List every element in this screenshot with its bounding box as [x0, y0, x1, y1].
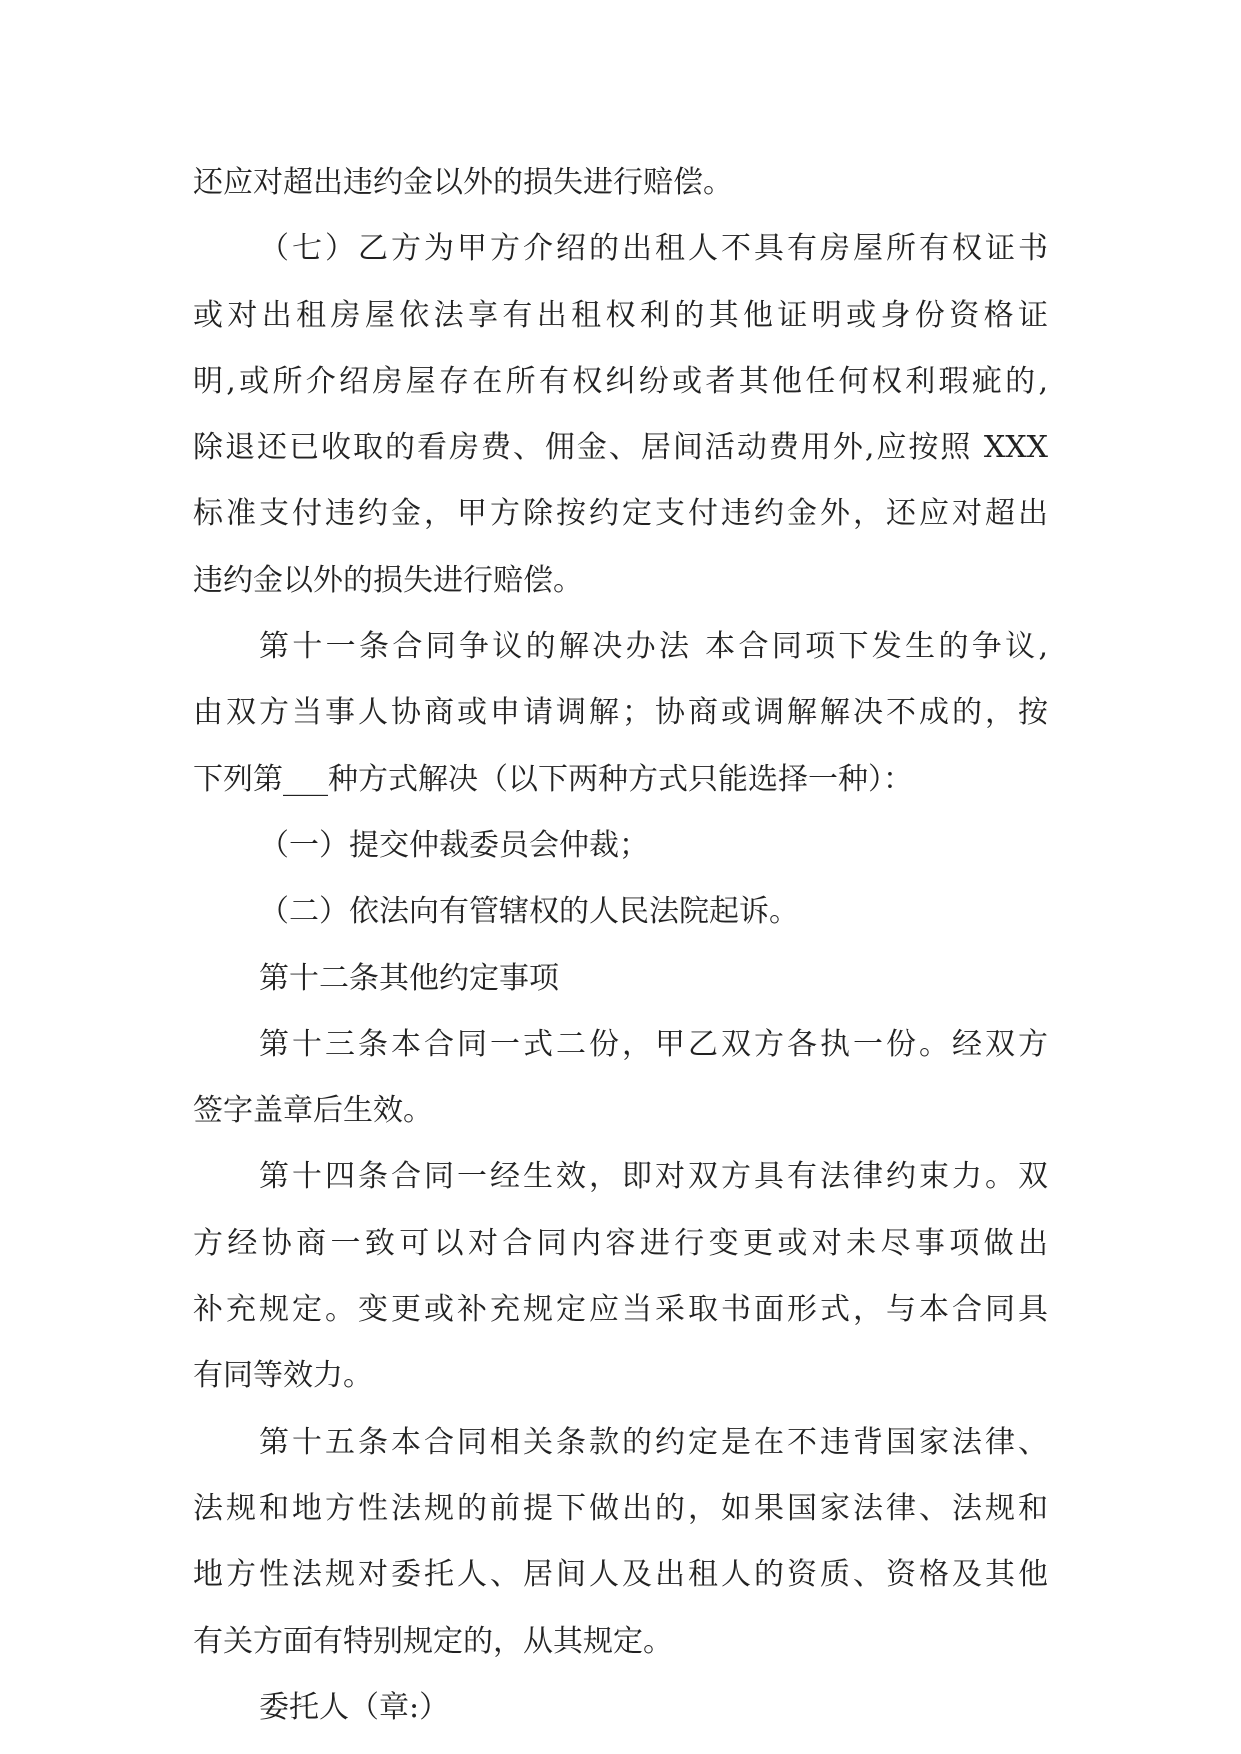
text-line: 违约金以外的损失进行赔偿。: [193, 562, 583, 598]
text-line: （七）乙方为甲方介绍的出租人不具有房屋所有权证书: [259, 231, 1048, 267]
text-line: （二）依法向有管辖权的人民法院起诉。: [259, 894, 799, 930]
text-line: 标准支付违约金，甲方除按约定支付违约金外，还应对超出: [193, 496, 1048, 532]
text-line: 第十五条本合同相关条款的约定是在不违背国家法律、: [259, 1424, 1048, 1460]
text-line: 下列第___种方式解决（以下两种方式只能选择一种）：: [193, 761, 913, 797]
text-line: 由双方当事人协商或申请调解；协商或调解解决不成的，按: [193, 695, 1048, 731]
text-line: 第十二条其他约定事项: [259, 960, 559, 996]
signature-label: 委托人（章:）: [259, 1689, 450, 1725]
text-line: 除退还已收取的看房费、佣金、居间活动费用外,应按照 XXX: [193, 430, 1048, 466]
text-line: 补充规定。变更或补充规定应当采取书面形式，与本合同具: [193, 1292, 1048, 1328]
text-line: 明,或所介绍房屋存在所有权纠纷或者其他任何权利瑕疵的,: [193, 363, 1048, 399]
text-line: 签字盖章后生效。: [193, 1093, 433, 1129]
text-line: 第十三条本合同一式二份，甲乙双方各执一份。经双方: [259, 1026, 1048, 1062]
text-line: （一）提交仲裁委员会仲裁；: [259, 827, 649, 863]
document-body: [193, 150, 1048, 1741]
text-line: 地方性法规对委托人、居间人及出租人的资质、资格及其他: [193, 1557, 1048, 1593]
text-line: 第十一条合同争议的解决办法 本合同项下发生的争议,: [259, 629, 1048, 665]
text-line: 有同等效力。: [193, 1358, 373, 1394]
text-line: 方经协商一致可以对合同内容进行变更或对未尽事项做出: [193, 1225, 1048, 1261]
text-line: 或对出租房屋依法享有出租权利的其他证明或身份资格证: [193, 297, 1048, 333]
text-line: 第十四条合同一经生效，即对双方具有法律约束力。双: [259, 1159, 1048, 1195]
text-line: 法规和地方性法规的前提下做出的，如果国家法律、法规和: [193, 1490, 1048, 1526]
text-line: 还应对超出违约金以外的损失进行赔偿。: [193, 165, 733, 200]
text-line: 有关方面有特别规定的，从其规定。: [193, 1623, 673, 1659]
